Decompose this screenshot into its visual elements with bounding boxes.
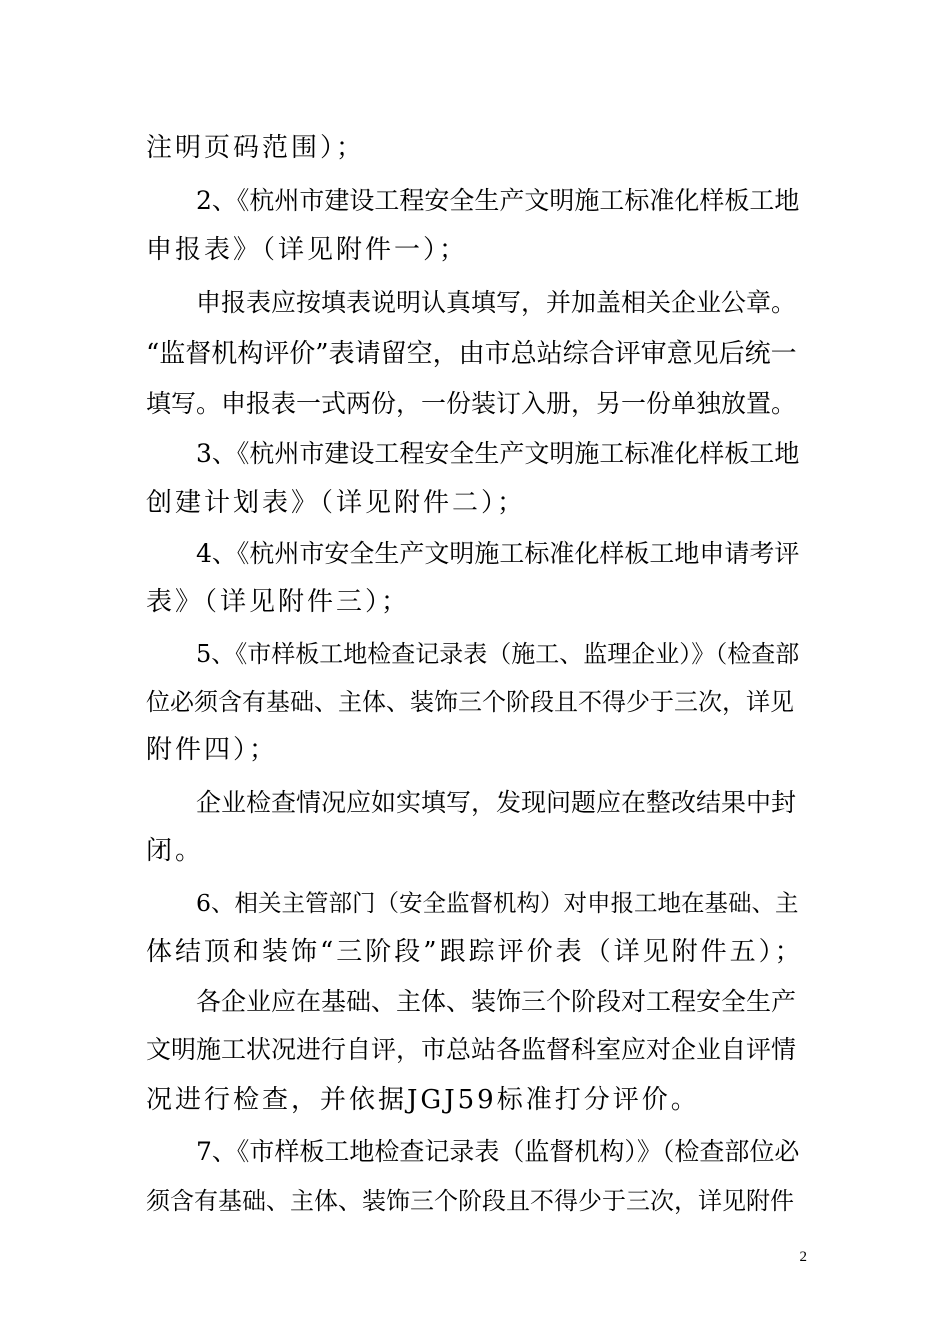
text-line: 闭。 (146, 836, 205, 866)
text-line: 位必须含有基础、主体、装饰三个阶段且不得少于三次，详见 (146, 688, 794, 716)
text-line: 注明页码范围）； (146, 133, 366, 163)
text-line: 况进行检查，并依据JGJ59标准打分评价。 (146, 1085, 700, 1115)
text-line: 5、《市样板工地检查记录表（施工、监理企业）》（检查部 (196, 640, 800, 668)
text-line: 2、《杭州市建设工程安全生产文明施工标准化样板工地 (196, 186, 800, 215)
text-line: 申报表》（详见附件一）； (146, 235, 469, 265)
text-line: 6、相关主管部门（安全监督机构）对申报工地在基础、主 (196, 889, 799, 917)
text-line: 文明施工状况进行自评，市总站各监督科室应对企业自评情 (146, 1035, 797, 1064)
text-line: “监督机构评价”表请留空，由市总站综合评审意见后统一 (146, 339, 797, 369)
text-line: 须含有基础、主体、装饰三个阶段且不得少于三次，详见附件 (146, 1187, 794, 1215)
text-line: 填写。申报表一式两份，一份装订入册，另一份单独放置。 (146, 389, 797, 418)
text-line: 体结顶和装饰“三阶段”跟踪评价表（详见附件五）； (146, 937, 804, 967)
text-line: 创建计划表》（详见附件二）； (146, 488, 527, 518)
text-line: 企业检查情况应如实填写，发现问题应在整改结果中封 (196, 788, 797, 817)
page-number: 2 (799, 1249, 807, 1265)
text-line: 7、《市样板工地检查记录表（监督机构）》（检查部位必 (196, 1137, 800, 1166)
text-line: 附件四）； (146, 735, 279, 765)
text-line: 各企业应在基础、主体、装饰三个阶段对工程安全生产 (196, 987, 797, 1016)
text-line: 3、《杭州市建设工程安全生产文明施工标准化样板工地 (196, 439, 800, 468)
text-line: 表》（详见附件三）； (146, 587, 411, 617)
text-line: 申报表应按填表说明认真填写，并加盖相关企业公章。 (196, 288, 797, 317)
text-line: 4、《杭州市安全生产文明施工标准化样板工地申请考评 (196, 539, 800, 568)
